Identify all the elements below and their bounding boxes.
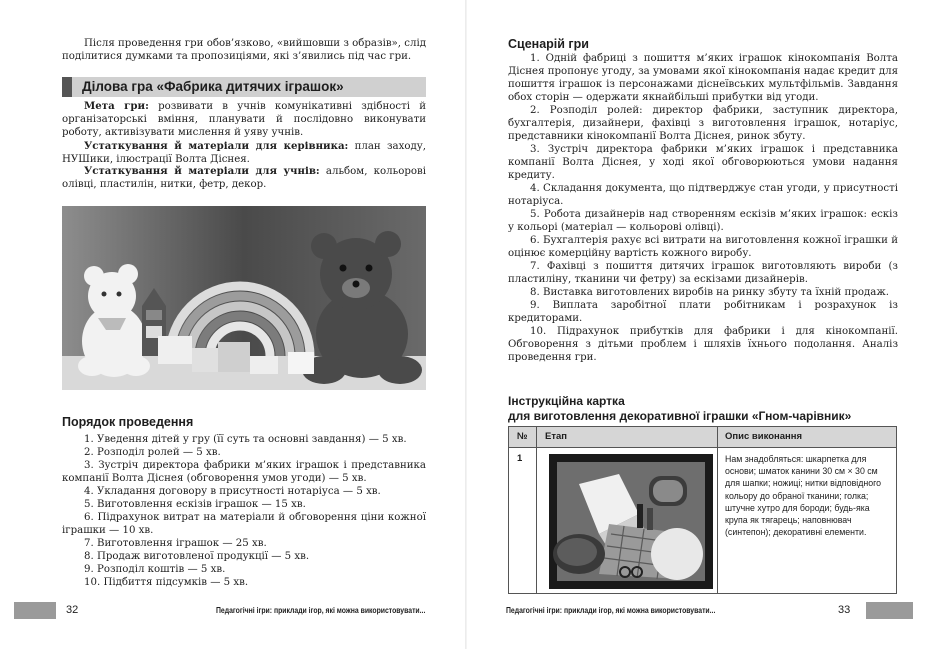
students-equipment-label: Устаткування й матеріали для учнів: — [84, 165, 320, 177]
students-equipment-text: альбом, кольорові олівці, пластилін, нитки, фетр, декор. — [62, 166, 426, 190]
order-item: 1. Уведення дітей у гру (її суть та основні завдання) — 5 хв. — [84, 434, 407, 445]
students-equipment-paragraph — [62, 165, 426, 191]
scenario-item: 2. Розподіл ролей: директор фабрики, заступник директора, бухгалтерія, дизайнери, фахівці з виготовлення іграшок, нотаріус, представники кінокомпанії Волта Діснея, ринок збуту. — [508, 105, 898, 142]
table-header-stage: Етап — [545, 431, 568, 442]
page-number-left: 32 — [66, 604, 79, 616]
section-heading-title: Ділова гра «Фабрика дитячих іграшок» — [82, 79, 344, 94]
right-page — [466, 0, 933, 649]
scenario-item: 9. Виплата заробітної плати робітникам і розрахунок із кредиторами. — [508, 300, 898, 324]
table-cell-number: 1 — [517, 453, 523, 464]
scenario-item: 6. Бухгалтерія рахує всі витрати на виготовлення кожної іграшки й оцінює комерційну вартість кожного виробу. — [508, 235, 898, 259]
order-item: 8. Продаж виготовленої продукції — 5 хв. — [84, 551, 310, 562]
table-header-number: № — [517, 431, 528, 442]
scenario-item: 7. Фахівці з пошиття дитячих іграшок виготовляють вироби (з пластиліну, тканини чи фетру) за ескізами дизайнерів. — [508, 261, 898, 285]
column-divider — [717, 427, 718, 593]
running-title-left: Педагогічні ігри: приклади ігор, які можна використовувати... — [216, 606, 426, 615]
section-heading-bar — [62, 77, 426, 97]
order-heading: Порядок проведення — [62, 415, 194, 429]
instruction-card-subheading: для виготовлення декоративної іграшки «Гном-чарівник» — [508, 409, 852, 423]
order-item: 6. Підрахунок витрат на матеріали й обговорення ціни кожної іграшки — 10 хв. — [62, 512, 426, 536]
goal-paragraph — [62, 100, 426, 139]
footer-bar-right — [866, 602, 913, 619]
scenario-item: 4. Складання документа, що підтверджує стан угоди, у присутності нотаріуса. — [508, 183, 898, 207]
footer-bar-left — [14, 602, 56, 619]
order-item: 10. Підбиття підсумків — 5 хв. — [84, 577, 249, 588]
order-item: 9. Розподіл коштів — 5 хв. — [84, 564, 226, 575]
order-item: 2. Розподіл ролей — 5 хв. — [84, 447, 221, 458]
table-cell-description: Нам знадобляться: шкарпетка для основи; шматок канини 30 см × 30 см для шапки; ножиці; нитки відповідного кольору до обраної тканини; голка; штучне хутро для бороди; будь-яка крупа як тягарець; наповнювач (синтепон); декоративні елементи. — [725, 454, 882, 538]
scenario-item: 1. Одній фабриці з пошиття м’яких іграшок кінокомпанія Волта Діснея пропонує угоду, за умовами якої кінокомпанія надає кредит для пошиття іграшок із персонажами діснеївських мультфільмів. Завдання обох сторін — одержати якнайбільші прибутки від угоди. — [508, 53, 898, 103]
materials-photo — [549, 454, 713, 589]
order-item: 4. Укладання договору в присутності нотаріуса — 5 хв. — [84, 486, 381, 497]
instruction-table — [508, 426, 897, 594]
leader-equipment-text: план заходу, НУШики, ілюстрації Волта Діснея. — [62, 141, 427, 165]
order-item: 3. Зустріч директора фабрики м’яких іграшок і представника компанії Волта Діснея (обговорення умов угоди) — 5 хв. — [62, 460, 426, 484]
order-item: 7. Виготовлення іграшок — 25 хв. — [84, 538, 267, 549]
scenario-item: 8. Виставка виготовлених виробів на ринку збуту та їхній продаж. — [530, 287, 889, 298]
scenario-item: 3. Зустріч директора фабрики м’яких іграшок і представника компанії Волта Діснея, у ході якої обговорюються умови надання кредиту. — [508, 144, 898, 181]
table-header-row — [509, 427, 896, 448]
heading-marker — [62, 77, 72, 97]
intro-paragraph: Після проведення гри обов’язково, «вийшовши з образів», слід поділитися думками та пропозиціями, які з’явились під час гри. — [62, 38, 426, 62]
scenario-item: 10. Підрахунок прибутків для фабрики і для кінокомпанії. Обговорення з дітьми проблем і шляхів їхнього подолання. Аналіз проведення гри. — [508, 326, 898, 363]
goal-label: Мета гри: — [84, 100, 149, 112]
running-title-right: Педагогічні ігри: приклади ігор, які можна використовувати... — [506, 606, 716, 615]
goal-text: розвивати в учнів комунікативні здібності й організаторські вміння, планувати й послідовно виконувати роботу, активізувати мислення й уяву учнів. — [62, 101, 426, 138]
scenario-heading: Сценарій гри — [508, 37, 589, 51]
scenario-item: 5. Робота дизайнерів над створенням ескізів м’яких іграшок: ескіз у кольорі (матеріал — кольорові олівці). — [508, 209, 898, 233]
leader-equipment-paragraph — [62, 140, 426, 166]
page-number-right: 33 — [838, 604, 851, 616]
order-item: 5. Виготовлення ескізів іграшок — 15 хв. — [84, 499, 306, 510]
scenario-list — [508, 52, 898, 364]
order-list — [62, 433, 426, 589]
leader-equipment-label: Устаткування й матеріали для керівника: — [84, 140, 349, 152]
table-header-description: Опис виконання — [725, 431, 803, 442]
toys-photo — [62, 206, 426, 390]
left-page — [0, 0, 466, 649]
instruction-card-heading: Інструкційна картка — [508, 394, 625, 408]
column-divider — [536, 427, 537, 593]
